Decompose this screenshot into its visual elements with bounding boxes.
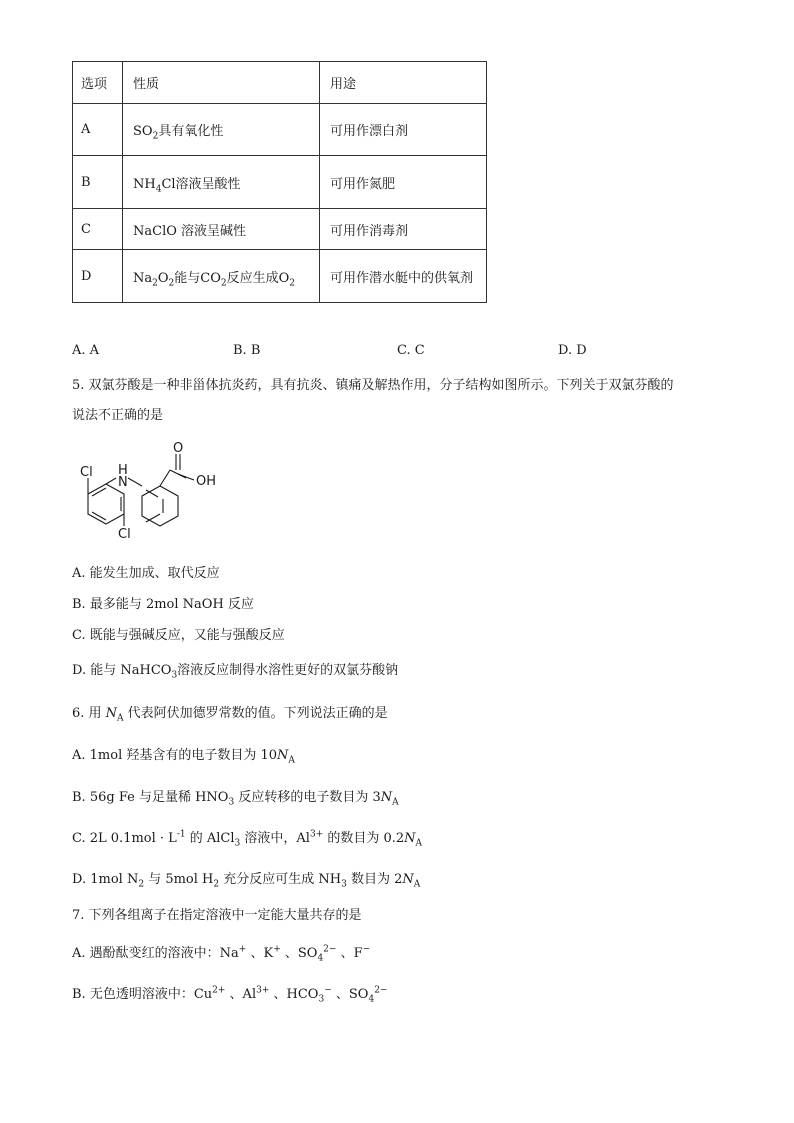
ring-right [142, 486, 178, 526]
row-property: NaClO 溶液呈碱性 [123, 209, 320, 250]
atom-nh-h: H [118, 463, 128, 478]
row-use: 可用作潜水艇中的供氧剂 [320, 250, 487, 303]
q6-stem: 6. 用 $N_A$ 代表阿伏加德罗常数的值。下列说法正确的是 [72, 706, 388, 724]
q6-option-a: A. 1mol 羟基含有的电子数目为 $10N_A$ [72, 748, 295, 766]
diclofenac-structure [66, 440, 226, 545]
q7-option-a: A. 遇酚酞变红的溶液中：Na+ 、K+ 、$SO_4^{2-}$ 、F− [72, 944, 371, 964]
q4-option-a: A. A [72, 343, 100, 358]
q4-option-b: B. B [233, 343, 261, 358]
table-header-row [73, 62, 487, 104]
atom-n: N [118, 475, 128, 490]
atom-oh: OH [196, 474, 217, 489]
atom-cl-bottom: Cl [118, 527, 131, 542]
ring-left [88, 484, 124, 524]
table-row [73, 104, 487, 156]
atom-o: O [173, 441, 184, 456]
q4-options [72, 343, 592, 361]
q5-stem-line1: 5. 双氯芬酸是一种非甾体抗炎药，具有抗炎、镇痛及解热作用，分子结构如图所示。下列关于双氯芬酸的 [72, 378, 674, 393]
q7-option-b: B. 无色透明溶液中：$Cu^{2+}$ 、$Al^{3+}$ 、$HCO_3^-$ 、$SO_4^{2-}$ [72, 985, 388, 1005]
bond-ch2 [160, 470, 170, 486]
row-key: A [73, 104, 123, 156]
q4-option-d: D. D [558, 343, 587, 358]
bond-n-right [128, 478, 142, 486]
row-property: $SO_2$具有氧化性 [123, 104, 320, 156]
header-use: 用途 [320, 62, 487, 104]
table-row [73, 209, 487, 250]
q7-stem: 7. 下列各组离子在指定溶液中一定能大量共存的是 [72, 908, 362, 923]
row-property: $Na_2O_2$能与$CO_2$反应生成$O_2$ [123, 250, 320, 303]
property-use-table [72, 61, 487, 303]
bond-n-left [106, 478, 116, 484]
q6-option-c: C. 2L $0.1mol \cdot L^{-1}$ 的 AlCl$_3$ 溶液中，$Al^{3+}$ 的数目为 $0.2N_A$ [72, 829, 423, 849]
row-key: B [73, 156, 123, 209]
q5-option-d: D. 能与 NaHCO$_3$溶液反应制得水溶性更好的双氯芬酸钠 [72, 663, 399, 681]
atom-cl-top: Cl [80, 465, 93, 480]
row-property: $NH_4Cl$溶液呈酸性 [123, 156, 320, 209]
q4-option-c: C. C [397, 343, 425, 358]
header-option: 选项 [73, 62, 123, 104]
q6-option-d: D. 1mol $N_2$ 与 5mol $H_2$ 充分反应可生成 $NH_3$ 数目为 $2N_A$ [72, 872, 421, 890]
header-property: 性质 [123, 62, 320, 104]
q6-option-b: B. 56g Fe 与足量稀 $HNO_3$ 反应转移的电子数目为 $3N_A$ [72, 790, 399, 808]
bond-c-oh [178, 474, 194, 480]
row-use: 可用作漂白剂 [320, 104, 487, 156]
table-row [73, 250, 487, 303]
row-use: 可用作消毒剂 [320, 209, 487, 250]
q5-option-a: A. 能发生加成、取代反应 [72, 566, 220, 581]
q5-option-b: B. 最多能与 2mol NaOH 反应 [72, 597, 254, 612]
row-use: 可用作氮肥 [320, 156, 487, 209]
table-row [73, 156, 487, 209]
q5-option-c: C. 既能与强碱反应，又能与强酸反应 [72, 628, 285, 643]
row-key: C [73, 209, 123, 250]
q5-stem-line2: 说法不正确的是 [72, 408, 164, 423]
row-key: D [73, 250, 123, 303]
